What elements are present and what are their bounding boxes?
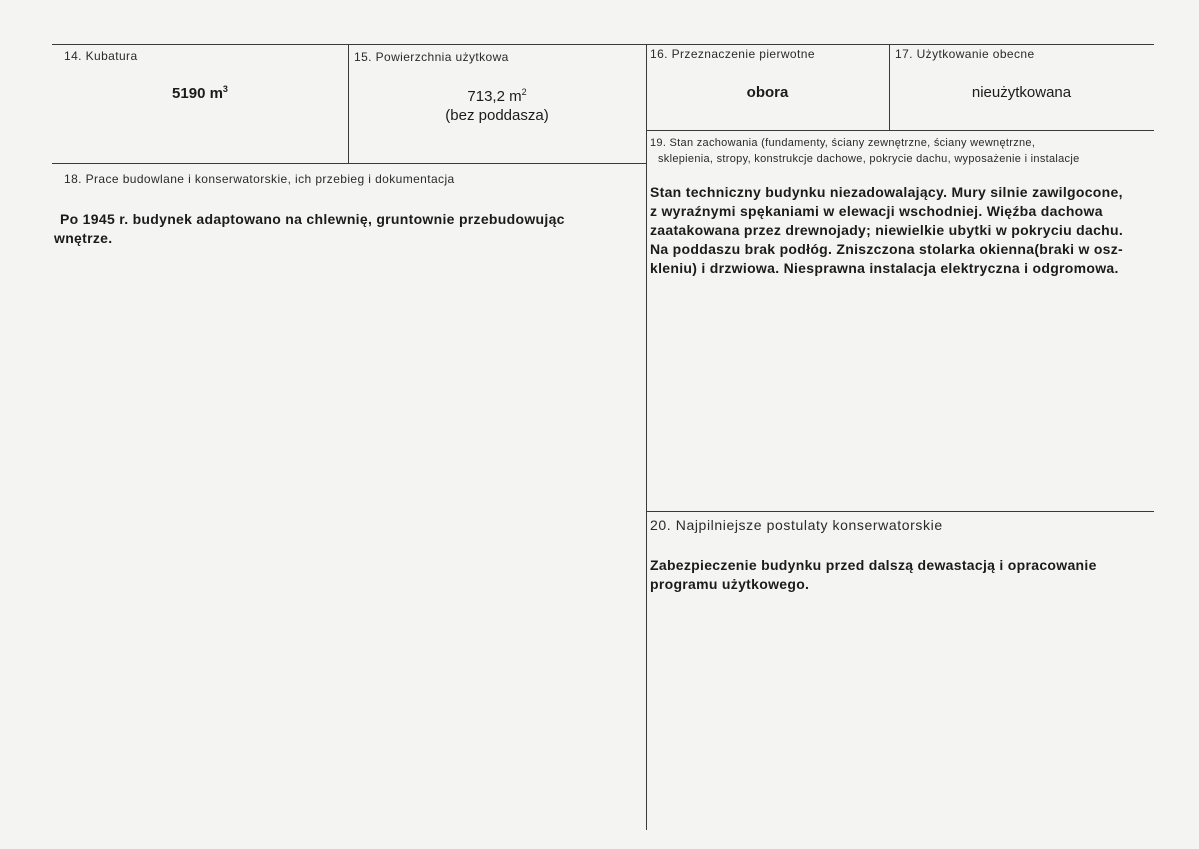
divider-center xyxy=(646,44,647,830)
field-16-value: obora xyxy=(746,84,789,101)
field-19-text-line: Na poddaszu brak podłóg. Zniszczona stolarka okienna(braki w osz- xyxy=(650,241,1124,257)
field-20-text-line: Zabezpieczenie budynku przed dalszą dewastacją i opracowanie xyxy=(650,557,1097,573)
field-14-value-number: 5190 m xyxy=(172,85,223,102)
field-17-label: 17. Użytkowanie obecne xyxy=(895,47,1035,61)
rule-below-16-17 xyxy=(646,130,1154,131)
field-20-text xyxy=(650,556,1097,594)
field-20-label: 20. Najpilniejsze postulaty konserwatorskie xyxy=(650,517,943,533)
field-14-value xyxy=(52,85,348,102)
field-19-text-line: kleniu) i drzwiowa. Niesprawna instalacja elektryczna i odgromowa. xyxy=(650,260,1119,276)
field-15-value-number: 713,2 m xyxy=(467,88,522,105)
field-18-text-line: Po 1945 r. budynek adaptowano na chlewnię, gruntownie przebudowując xyxy=(60,211,565,227)
field-17-value: nieużytkowana xyxy=(971,84,1072,101)
field-19-label-line: sklepienia, stropy, konstrukcje dachowe, pokrycie dachu, wyposażenie i instalacje xyxy=(658,153,1080,165)
field-16-label: 16. Przeznaczenie pierwotne xyxy=(650,47,815,61)
field-14-value-exponent: 3 xyxy=(222,84,228,94)
field-19-label xyxy=(650,135,1080,167)
field-19-text xyxy=(650,183,1123,278)
field-18-text xyxy=(54,210,565,248)
field-14-label: 14. Kubatura xyxy=(64,49,138,63)
field-19-text-line: Stan techniczny budynku niezadowalający. Mury silnie zawilgocone, xyxy=(650,184,1123,200)
field-15-value xyxy=(348,87,646,125)
field-19-label-line: 19. Stan zachowania (fundamenty, ściany zewnętrzne, ściany wewnętrzne, xyxy=(650,137,1036,149)
top-rule xyxy=(52,44,1154,45)
field-19-text-line: z wyraźnymi spękaniami w elewacji wschodniej. Więźba dachowa xyxy=(650,203,1103,219)
rule-above-20 xyxy=(646,511,1154,512)
field-15-value-exponent: 2 xyxy=(521,87,527,97)
field-18-text-line: wnętrze. xyxy=(54,230,113,246)
rule-below-14-15 xyxy=(52,163,646,164)
field-20-text-line: programu użytkowego. xyxy=(650,576,810,592)
field-19-text-line: zaatakowana przez drewnojady; niewielkie ubytki w pokryciu dachu. xyxy=(650,222,1124,238)
field-15-label: 15. Powierzchnia użytkowa xyxy=(354,50,509,64)
field-18-label: 18. Prace budowlane i konserwatorskie, ich przebieg i dokumentacja xyxy=(64,172,455,186)
field-15-value-note: (bez poddasza) xyxy=(445,107,549,124)
